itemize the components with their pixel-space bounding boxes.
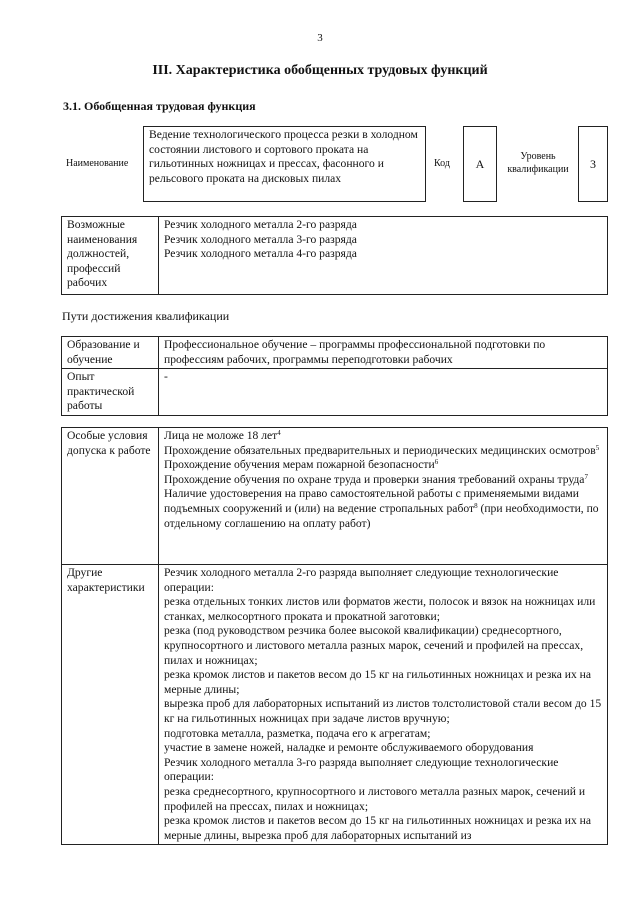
- function-name-box: [143, 126, 426, 202]
- condition-item: Прохождение обучения по охране труда и проверки знания требований охраны труда$^7$: [164, 472, 588, 486]
- code-label: Код: [434, 158, 450, 169]
- page-number: 3: [317, 32, 323, 44]
- other-line: резка среднесортного, крупносортного и листового металла разных марок, сечений и профилей на прессах, пилах и ножницах;: [164, 784, 586, 813]
- other-line: резка отдельных тонких листов или форматов жести, полосок и вязок на ножницах или станках, мелкосортного проката и прокатной заготовки;: [164, 595, 596, 623]
- name-label: Наименование: [66, 158, 129, 169]
- experience-value: -: [159, 369, 608, 416]
- job-titles-table: [61, 216, 608, 295]
- level-box: [578, 126, 608, 202]
- condition-item: Прохождение обучения мерам пожарной безопасности$^6$: [164, 458, 439, 472]
- other-line: резка (под руководством резчика более высокой квалификации) среднесортного, крупносортного и листового металла разных марок, сечений и профилей на прессах, пилах и ножницах;: [164, 624, 584, 667]
- condition-item: Лица не моложе 18 лет$^4$: [164, 429, 281, 442]
- other-line: резка кромок листов и пакетов весом до 15 кг на гильотинных ножницах и резка их на мерные длины, вырезка проб для лабораторных испытаний из: [164, 814, 592, 842]
- conditions-table: [61, 427, 608, 845]
- other-line: резка кромок листов и пакетов весом до 15 кг на гильотинных ножницах и резка их на мерные длины;: [164, 668, 592, 696]
- other-values: [159, 565, 608, 845]
- other-line: подготовка металла, разметка, подача его к агрегатам;: [164, 726, 431, 740]
- job-title-item: Резчик холодного металла 3-го разряда: [164, 232, 357, 246]
- other-line: вырезка проб для лабораторных испытаний из листов толстолистовой стали весом до 15 кг на гильотинных ножницах при задаче листов вручную;: [164, 697, 602, 725]
- education-value: Профессиональное обучение – программы профессиональной подготовки по профессиям рабочих, программы переподготовки рабочих: [159, 337, 608, 369]
- section-title: III. Характеристика обобщенных трудовых функций: [152, 63, 488, 78]
- condition-item: Наличие удостоверения на право самостоятельной работы с применяемыми видами подъемных сооружений и (или) на ведение стропальных работ$^8$ (при необходимости, по отдельному соглашению на оплату работ): [164, 487, 599, 530]
- other-label: Другие характеристики: [62, 565, 159, 845]
- conditions-values: [159, 428, 608, 565]
- code-value: А: [475, 156, 485, 171]
- subsection-title: 3.1. Обобщенная трудовая функция: [63, 99, 256, 113]
- code-box: [463, 126, 497, 202]
- level-value: 3: [590, 156, 596, 171]
- level-label: Уровень квалификации: [507, 151, 569, 175]
- other-line: Резчик холодного металла 2-го разряда выполняет следующие технологические операции:: [164, 566, 559, 594]
- experience-label: Опыт практической работы: [62, 369, 159, 416]
- job-title-item: Резчик холодного металла 4-го разряда: [164, 247, 357, 261]
- education-label: Образование и обучение: [62, 337, 159, 369]
- job-titles-values: [159, 217, 608, 295]
- qualification-paths-title: Пути достижения квалификации: [62, 309, 230, 323]
- conditions-label: Особые условия допуска к работе: [62, 428, 159, 565]
- condition-item: Прохождение обязательных предварительных и периодических медицинских осмотров$^5$: [164, 443, 600, 457]
- job-titles-label: Возможные наименования должностей, профессий рабочих: [62, 217, 159, 295]
- qualification-paths-table: [61, 336, 608, 416]
- function-name: Ведение технологического процесса резки в холодном состоянии листового и сортового проката на гильотинных ножницах и прессах, фасонного и рельсового проката на дисковых пилах: [149, 128, 418, 185]
- job-title-item: Резчик холодного металла 2-го разряда: [164, 218, 357, 231]
- other-line: Резчик холодного металла 3-го разряда выполняет следующие технологические операции:: [164, 755, 559, 784]
- other-line: участие в замене ножей, наладке и ремонте обслуживаемого оборудования: [164, 741, 534, 755]
